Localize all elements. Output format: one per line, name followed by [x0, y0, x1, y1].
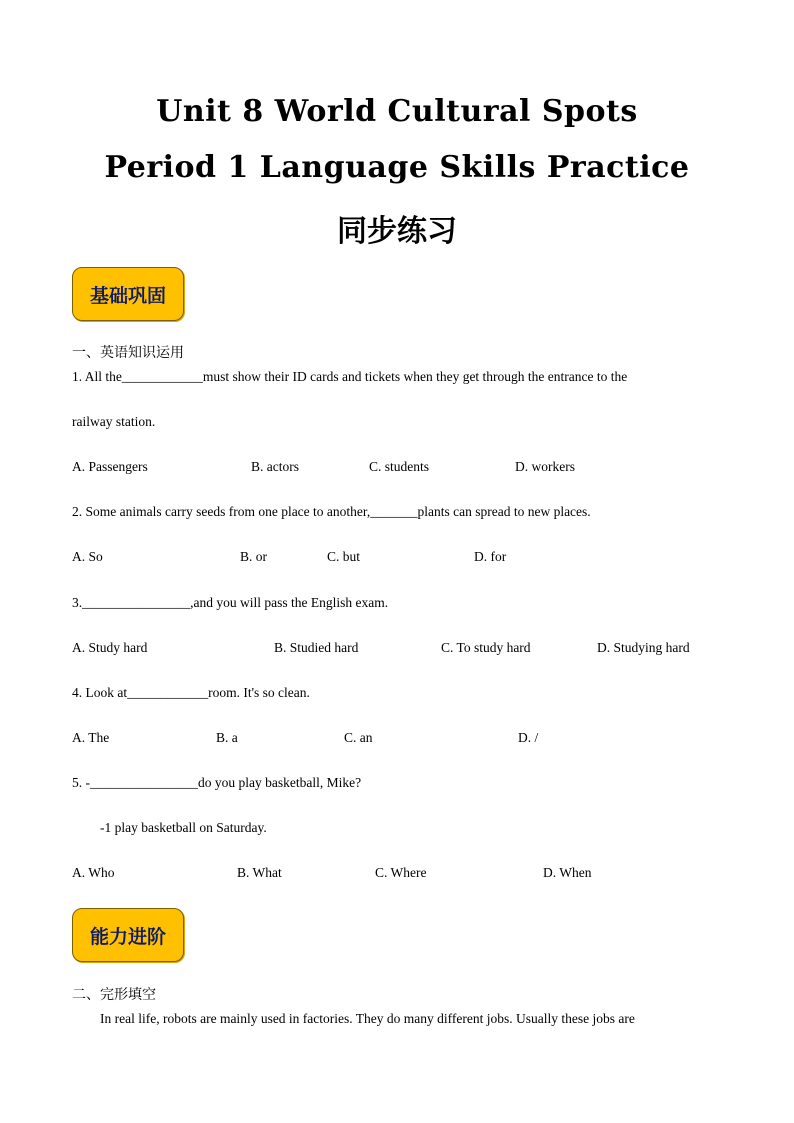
q1-option-c: C. students	[369, 459, 430, 474]
q5-stem: 5. -________________do you play basketball, Mike?	[72, 775, 362, 790]
q1-stem: 1. All the____________must show their ID cards and tickets when they get through the entrance to the	[72, 369, 628, 384]
q2-stem: 2. Some animals carry seeds from one place to another,_______plants can spread to new places.	[72, 504, 591, 519]
q3-option-a: A. Study hard	[72, 640, 148, 655]
q3-option-d: D. Studying hard	[597, 640, 690, 655]
section2-heading: 二、完形填空	[72, 987, 156, 1003]
q1-option-d: D. workers	[515, 459, 575, 474]
q2-option-b: B. or	[240, 549, 267, 564]
q1-option-b: B. actors	[251, 459, 299, 474]
q4-option-b: B. a	[216, 730, 238, 745]
q1-stem-cont: railway station.	[72, 414, 156, 429]
q1-option-a: A. Passengers	[72, 459, 148, 474]
title-unit: Unit 8 World Cultural Spots	[156, 94, 638, 129]
q5-option-c: C. Where	[375, 865, 427, 880]
q5-option-b: B. What	[237, 865, 282, 880]
q2-option-a: A. So	[72, 549, 103, 564]
q5-stem-cont: -1 play basketball on Saturday.	[100, 820, 267, 835]
q4-option-a: A. The	[72, 730, 110, 745]
q4-stem: 4. Look at____________room. It's so clean.	[72, 685, 310, 700]
badge-advanced: 能力进阶	[72, 908, 184, 962]
q5-option-a: A. Who	[72, 865, 115, 880]
q4-option-d: D. /	[518, 730, 539, 745]
q2-option-d: D. for	[474, 549, 507, 564]
q3-option-b: B. Studied hard	[274, 640, 359, 655]
q3-stem: 3.________________,and you will pass the English exam.	[72, 595, 389, 610]
title-period: Period 1 Language Skills Practice	[104, 150, 690, 185]
badge-basic: 基础巩固	[72, 267, 184, 321]
q5-option-d: D. When	[543, 865, 592, 880]
section1-heading: 一、英语知识运用	[72, 345, 184, 361]
q4-option-c: C. an	[344, 730, 373, 745]
title-sync-practice: 同步练习	[337, 214, 457, 249]
section2-paragraph: In real life, robots are mainly used in factories. They do many different jobs. Usually these jobs are	[100, 1011, 635, 1026]
q3-option-c: C. To study hard	[441, 640, 531, 655]
q2-option-c: C. but	[327, 549, 361, 564]
